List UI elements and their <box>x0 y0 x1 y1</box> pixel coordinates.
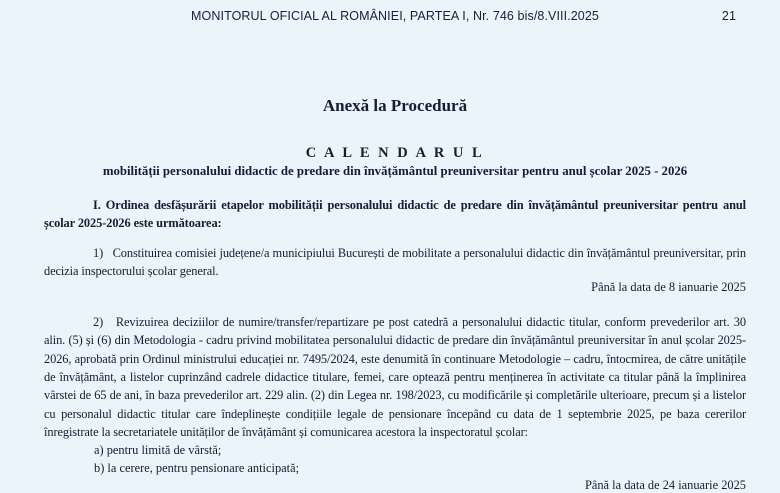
page-number: 21 <box>721 9 736 23</box>
gazette-header <box>44 0 746 23</box>
item-2-deadline-clipped: Până la data de 24 ianuarie 2025 <box>584 478 746 493</box>
calendar-subtitle: mobilității personalului didactic de predare din învățământul preuniversitar pentru anul școlar 2025 - 2026 <box>102 164 688 178</box>
section-1-heading: I. Ordinea desfășurării etapelor mobilității personalului didactic de predare din învățământul preuniversitar pentru anul școlar 2025-2026 este următoarea: <box>44 198 746 231</box>
item-1-deadline: Până la data de 8 ianuarie 2025 <box>591 280 746 295</box>
calendar-item-1: 1) Constituirea comisiei județene/a municipiului București de mobilitate a personalului didactic din învățământul preuniversitar, prin decizia inspectorului școlar general. <box>44 245 746 278</box>
gazette-header-title: MONITORUL OFICIAL AL ROMÂNIEI, PARTEA I, Nr. 746 bis/8.VIII.2025 <box>191 9 599 23</box>
item-2-sub-item-a: a) pentru limită de vârstă; <box>94 443 222 458</box>
calendar-item-2: 2) Revizuirea deciziilor de numire/transfer/repartizare pe post catedră a personalului didactic titular, conform prevederilor art. 30 alin. (5) și (6) din Metodologia - cadru privind mobilitatea personalului didactic de predare din învățământul preuniversitar în anul școlar 2025-2026, aprobată prin Ordinul ministrului educației nr. 7495/2024, este denumită în continuare Metodologie – cadru, întocmirea, de către unitățile de învățământ, a listelor cuprinzând cadrele didactice titulare, femei, care optează pentru menținerea în activitate ca titular până la împlinirea vârstei de 65 de ani, în baza prevederilor art. 229 alin. (2) din Legea nr. 198/2023, cu modificările și completările ulterioare, precum și a listelor cu personalul didactic titular care îndeplinește condițiile legale de pensionare începând cu data de 1 septembrie 2025, pe baza cererilor înregistrate la secretariatele unităților de învățământ și comunicarea acestora la inspectoratul școlar: <box>44 315 746 439</box>
item-2-sub-item-b: b) la cerere, pentru pensionare anticipată; <box>94 461 300 476</box>
calendar-title: C A L E N D A R U L <box>305 145 485 161</box>
annex-title: Anexă la Procedură <box>322 96 468 115</box>
